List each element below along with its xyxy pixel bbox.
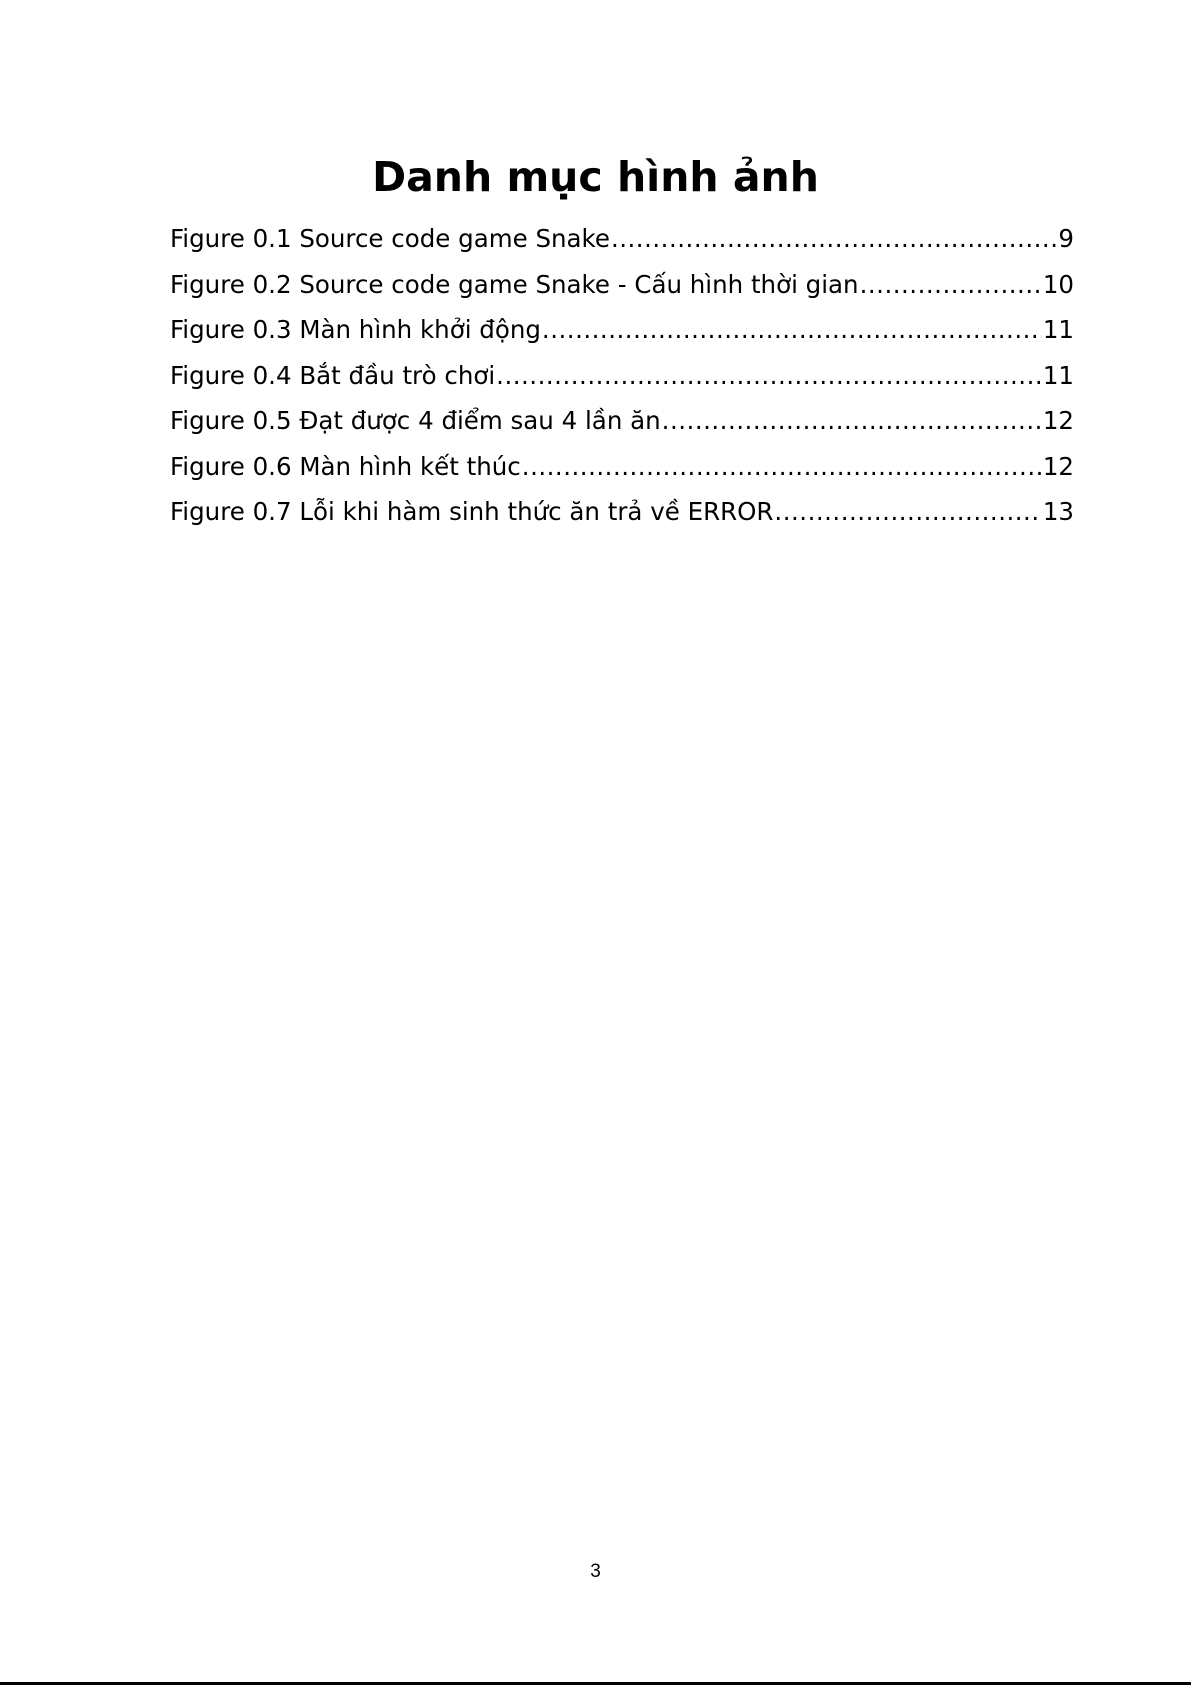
toc-entry-figure-0-7[interactable] <box>170 491 1074 537</box>
dot-leader <box>662 400 1042 442</box>
toc-entry-page: 12 <box>1042 406 1074 435</box>
toc-entry-figure-0-6[interactable] <box>170 446 1074 492</box>
toc-entry-page: 13 <box>1042 497 1074 526</box>
toc-entry-label: Figure 0.6 Màn hình kết thúc <box>170 451 521 481</box>
toc-entry-figure-0-4[interactable] <box>170 355 1074 401</box>
toc-entry-label: Figure 0.3 Màn hình khởi động <box>170 315 541 344</box>
toc-entry-page: 9 <box>1058 224 1074 253</box>
toc-entry-figure-0-2[interactable] <box>170 264 1074 310</box>
toc-entry-page: 11 <box>1042 360 1074 390</box>
page-number: 3 <box>590 1561 601 1582</box>
dot-leader <box>774 491 1041 533</box>
toc-entry-label: Figure 0.7 Lỗi khi hàm sinh thức ăn trả về ERROR <box>170 497 774 526</box>
dot-leader <box>522 446 1042 488</box>
dot-leader <box>496 355 1042 397</box>
toc-entry-label: Figure 0.1 Source code game Snake <box>170 224 610 253</box>
table-of-figures <box>170 218 1074 537</box>
toc-entry-page: 12 <box>1042 451 1074 481</box>
toc-entry-figure-0-3[interactable] <box>170 309 1074 355</box>
dot-leader <box>542 309 1042 351</box>
toc-entry-page: 10 <box>1042 269 1074 299</box>
toc-entry-figure-0-1[interactable] <box>170 218 1074 264</box>
dot-leader <box>860 264 1042 306</box>
toc-entry-label: Figure 0.5 Đạt được 4 điểm sau 4 lần ăn <box>170 406 661 435</box>
page-title: Danh mục hình ảnh <box>372 153 819 201</box>
dot-leader <box>611 218 1057 260</box>
toc-entry-label: Figure 0.4 Bắt đầu trò chơi <box>170 360 496 390</box>
toc-entry-label: Figure 0.2 Source code game Snake - Cấu hình thời gian <box>170 269 859 299</box>
toc-entry-page: 11 <box>1042 315 1074 344</box>
toc-entry-figure-0-5[interactable] <box>170 400 1074 446</box>
